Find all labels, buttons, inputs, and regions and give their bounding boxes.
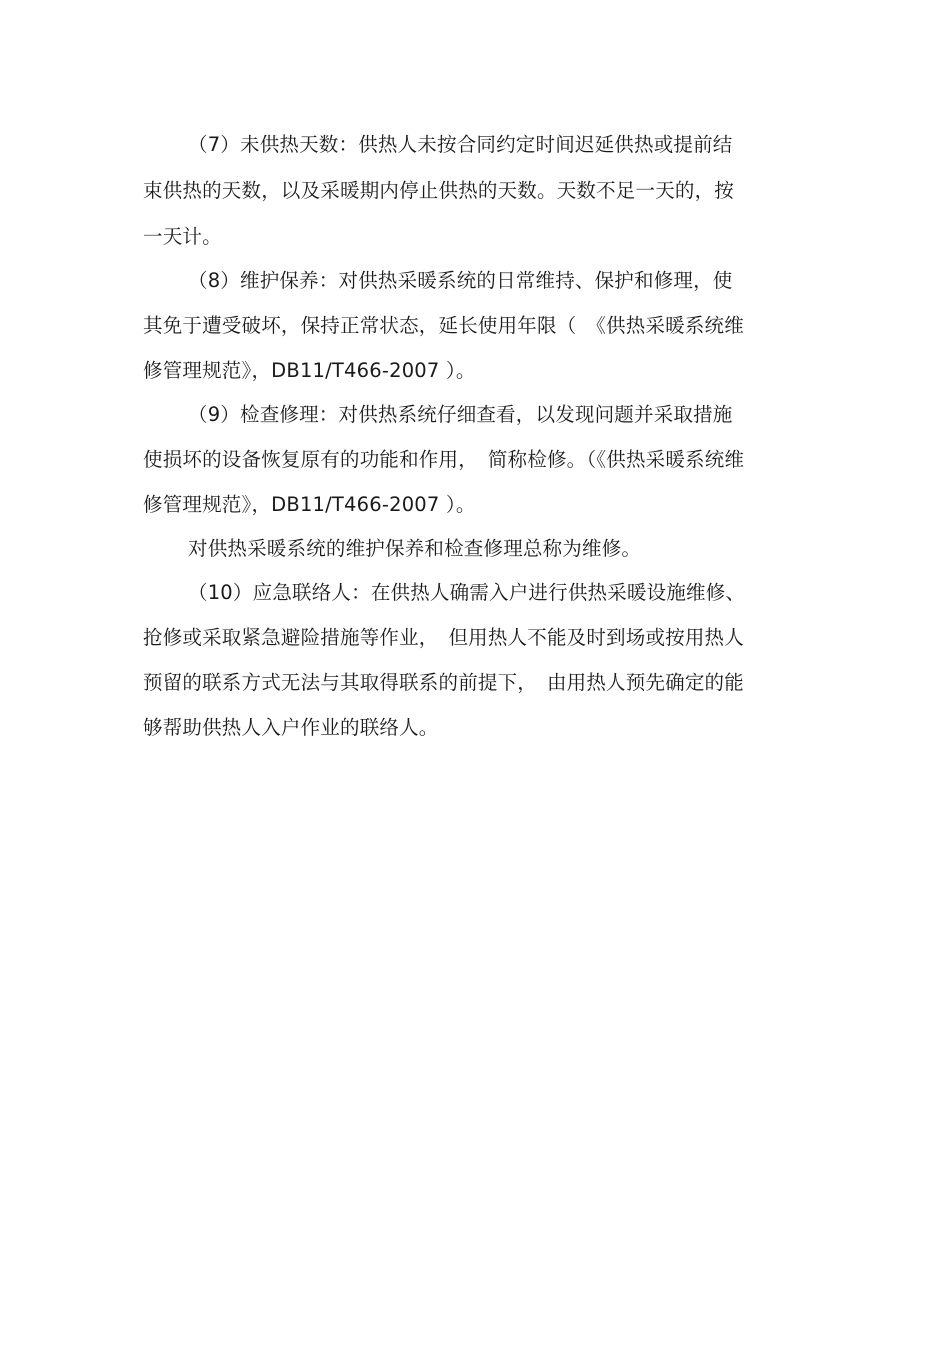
text-line: 修管理规范》，DB11/T466-2007 ）。 bbox=[143, 359, 476, 382]
text-line: （9）检查修理：对供热系统仔细查看，以发现问题并采取措施 bbox=[188, 403, 733, 426]
text-line: 够帮助供热人入户作业的联络人。 bbox=[143, 716, 439, 739]
text-line: 使损坏的设备恢复原有的功能和作用， 简称检修。（《供热采暖系统维 bbox=[143, 448, 745, 471]
text-line: （10）应急联络人：在供热人确需入户进行供热采暖设施维修、 bbox=[188, 581, 746, 604]
text-line: 束供热的天数，以及采暖期内停止供热的天数。天数不足一天的，按 bbox=[143, 179, 735, 202]
text-line: 抢修或采取紧急避险措施等作业， 但用热人不能及时到场或按用热人 bbox=[143, 626, 744, 649]
text-line: 对供热采暖系统的维护保养和检查修理总称为维修。 bbox=[188, 537, 642, 560]
text-line: 修管理规范》，DB11/T466-2007 ）。 bbox=[143, 493, 476, 516]
text-line: 预留的联系方式无法与其取得联系的前提下， 由用热人预先确定的能 bbox=[143, 671, 744, 694]
text-line: （7）未供热天数：供热人未按合同约定时间迟延供热或提前结 bbox=[188, 133, 733, 156]
text-line: 一天计。 bbox=[143, 225, 222, 248]
text-line: 其免于遭受破坏，保持正常状态，延长使用年限（ 《供热采暖系统维 bbox=[143, 314, 744, 337]
text-line: （8）维护保养：对供热采暖系统的日常维持、保护和修理，使 bbox=[188, 269, 733, 292]
